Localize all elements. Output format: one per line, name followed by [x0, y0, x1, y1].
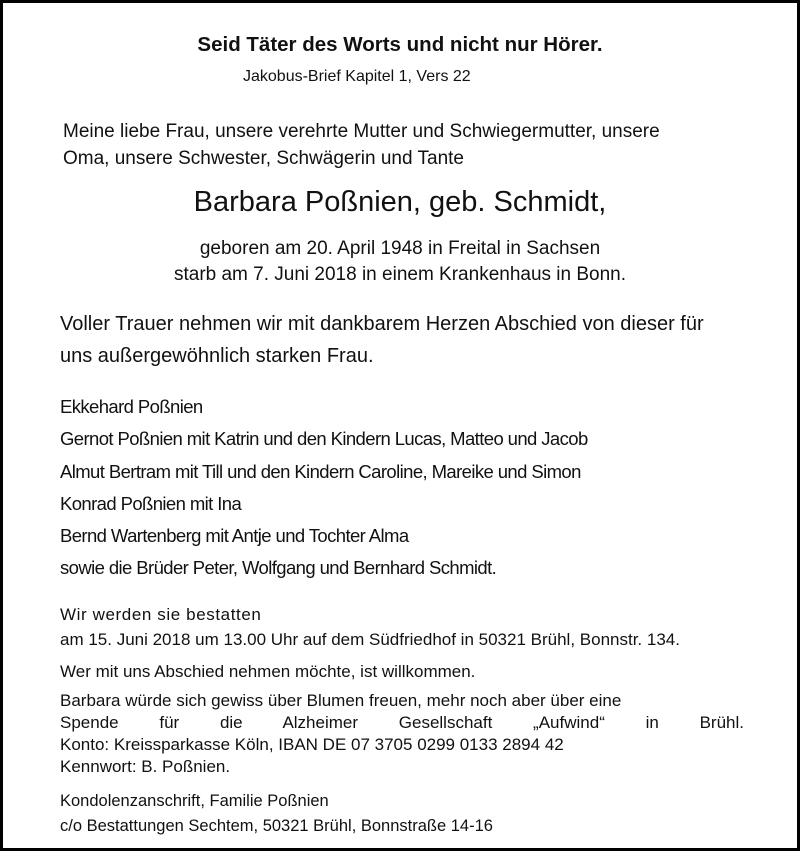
deceased-name: Barbara Poßnien, geb. Schmidt,: [193, 186, 607, 218]
donation-konto: Konto: Kreissparkasse Köln, IBAN DE 07 3705 0299 0133 2894 42: [60, 735, 564, 754]
condolence-line-2: c/o Bestattungen Sechtem, 50321 Brühl, Bonnstraße 14-16: [60, 817, 493, 835]
condolence-line-1: Kondolenzanschrift, Familie Poßnien: [60, 792, 329, 810]
mourner-line: Ekkehard Poßnien: [60, 396, 203, 417]
grief-text-line-2: uns außergewöhnlich starken Frau.: [60, 345, 374, 367]
intro-line-2: Oma, unsere Schwester, Schwägerin und Tante: [63, 148, 464, 169]
mourner-line: Gernot Poßnien mit Katrin und den Kindern Lucas, Matteo und Jacob: [60, 428, 588, 449]
mourner-line: Bernd Wartenberg mit Antje und Tochter Alma: [60, 525, 409, 546]
death-line: starb am 7. Juni 2018 in einem Krankenhaus in Bonn.: [173, 264, 627, 285]
funeral-line-2: am 15. Juni 2018 um 13.00 Uhr auf dem Südfriedhof in 50321 Brühl, Bonnstr. 134.: [60, 630, 680, 649]
mourner-line: Konrad Poßnien mit Ina: [60, 493, 242, 514]
grief-text-line-1: Voller Trauer nehmen wir mit dankbarem Herzen Abschied von dieser für: [60, 313, 704, 335]
mourner-line: sowie die Brüder Peter, Wolfgang und Bernhard Schmidt.: [60, 557, 497, 578]
funeral-welcome: Wer mit uns Abschied nehmen möchte, ist willkommen.: [60, 662, 476, 681]
donation-line-1: Barbara würde sich gewiss über Blumen freuen, mehr noch aber über eine: [60, 691, 622, 710]
intro-line-1: Meine liebe Frau, unsere verehrte Mutter und Schwiegermutter, unsere: [63, 121, 660, 142]
verse-reference: Jakobus-Brief Kapitel 1, Vers 22: [243, 68, 471, 85]
donation-kennwort: Kennwort: B. Poßnien.: [60, 757, 231, 776]
funeral-line-1: Wir werden sie bestatten: [60, 605, 262, 624]
birth-line: geboren am 20. April 1948 in Freital in Sachsen: [199, 238, 601, 259]
motto-heading: Seid Täter des Worts und nicht nur Hörer.: [197, 33, 603, 56]
donation-line-2: Spende für die Alzheimer Gesellschaft „Aufwind“ in Brühl.: [60, 713, 744, 732]
mourner-line: Almut Bertram mit Till und den Kindern Caroline, Mareike und Simon: [60, 461, 581, 482]
